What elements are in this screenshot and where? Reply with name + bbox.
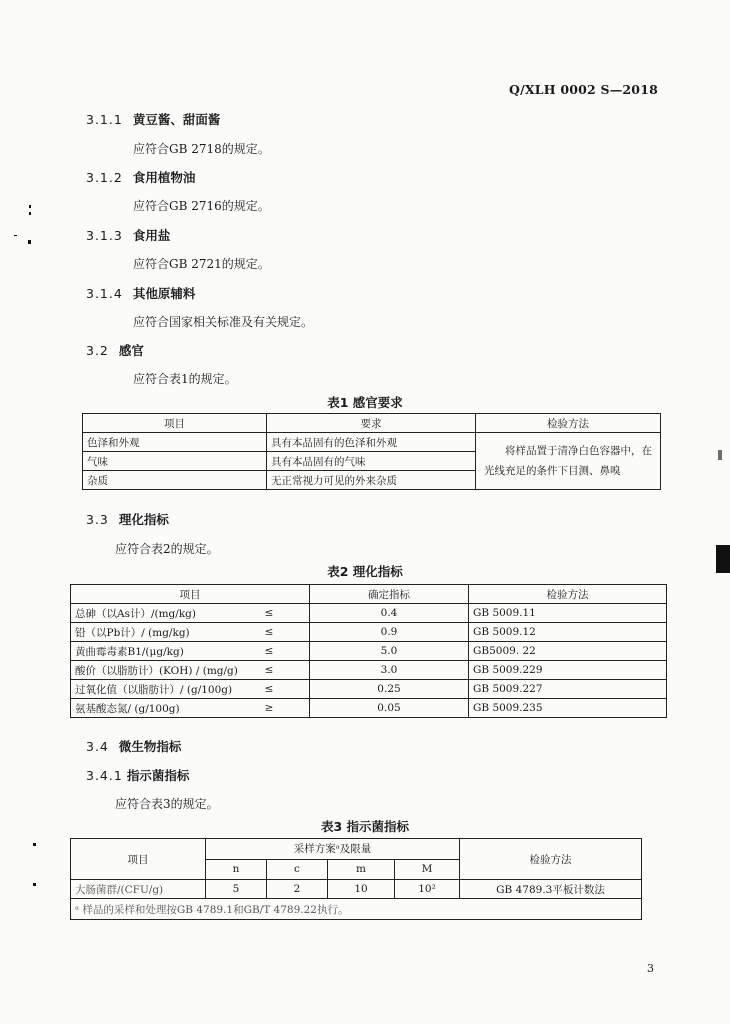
table1-method: 将样品置于清净白色容器中，在光线充足的条件下目测、鼻嗅 [476,433,661,490]
table3-item: 大肠菌群/(CFU/g) [71,880,206,899]
scan-mark [29,212,31,215]
table2-op: ≤ [261,661,310,680]
table3-footnote: ᵃ 样品的采样和处理按GB 4789.1和GB/T 4789.22执行。 [71,899,642,920]
section-heading: 3.3 理化指标 [86,512,169,527]
table2-item: 铅（以Pb计）/ (mg/kg) [71,623,261,642]
table2-value: 0.9 [310,623,469,642]
table1-cell: 杂质 [83,471,267,490]
table3-method: GB 4789.3平板计数法 [460,880,642,899]
section-heading: 3.1.4 其他原辅料 [86,286,196,301]
scan-mark [33,843,36,846]
table3-sub-M: M [395,859,460,880]
section-heading: 3.1.2 食用植物油 [86,170,196,185]
physicochemical-table [70,584,667,718]
table2-op: ≤ [261,604,310,623]
sensory-table [82,413,661,490]
table2-value: 0.25 [310,680,469,699]
table3-sub-n: n [206,859,267,880]
section-heading: 3.1.1 黄豆酱、甜面酱 [86,112,221,127]
table2-op: ≤ [261,642,310,661]
section-heading: 3.1.3 食用盐 [86,228,171,243]
table-row [71,604,667,623]
table3-n: 5 [206,880,267,899]
table2-method: GB 5009.229 [469,661,667,680]
table-row [71,880,642,899]
table2-op: ≥ [261,699,310,718]
table2-value: 3.0 [310,661,469,680]
table3-m: 10 [328,880,395,899]
section-heading: 3.4 微生物指标 [86,739,182,754]
table3-caption: 表3 指示菌指标 [320,819,410,834]
table2-method: GB5009. 22 [469,642,667,661]
table2-value: 0.05 [310,699,469,718]
table3-M: 10² [395,880,460,899]
table2-op: ≤ [261,680,310,699]
table2-item: 过氧化值（以脂肪计）/ (g/100g) [71,680,261,699]
table3-header-item: 项目 [71,839,206,880]
scan-mark [716,545,730,573]
section-text: 应符合表2的规定。 [115,542,219,556]
table-row [71,623,667,642]
table2-method: GB 5009.11 [469,604,667,623]
scan-mark [29,205,31,208]
table2-method: GB 5009.227 [469,680,667,699]
table2-item: 氨基酸态氮/ (g/100g) [71,699,261,718]
table-row [71,680,667,699]
scan-mark [14,235,17,236]
table2-method: GB 5009.235 [469,699,667,718]
table2-caption: 表2 理化指标 [327,564,403,579]
section-heading: 3.2 感官 [86,343,144,358]
table1-header-requirement: 要求 [267,414,476,433]
table1-header-item: 项目 [83,414,267,433]
table2-header-item: 项目 [71,585,310,604]
table1-header-method: 检验方法 [476,414,661,433]
section-text: 应符合GB 2716的规定。 [133,199,270,213]
page-number: 3 [647,962,654,975]
section-text: 应符合表1的规定。 [133,372,237,386]
table2-item: 总砷（以As计）/(mg/kg) [71,604,261,623]
scan-mark [28,240,31,244]
table3-c: 2 [267,880,328,899]
section-heading: 3.4.1 指示菌指标 [86,768,190,783]
table1-cell: 无正常视力可见的外来杂质 [267,471,476,490]
table2-item: 酸价（以脂肪计）(KOH) / (mg/g) [71,661,261,680]
scan-mark [718,450,722,460]
table3-header-plan: 采样方案ᵃ及限量 [206,839,460,860]
table3-header-method: 检验方法 [460,839,642,880]
table2-method: GB 5009.12 [469,623,667,642]
table1-cell: 具有本品固有的色泽和外观 [267,433,476,452]
table1-cell: 色泽和外观 [83,433,267,452]
table1-cell: 具有本品固有的气味 [267,452,476,471]
table2-item: 黄曲霉毒素B1/(μg/kg) [71,642,261,661]
indicator-bacteria-table [70,838,642,920]
table3-sub-m: m [328,859,395,880]
table1-cell: 气味 [83,452,267,471]
table1-caption: 表1 感官要求 [327,395,403,410]
table3-sub-c: c [267,859,328,880]
standard-code: Q/XLH 0002 S—2018 [509,82,658,97]
section-text: 应符合GB 2718的规定。 [133,142,270,156]
scan-mark [33,883,36,886]
section-text: 应符合GB 2721的规定。 [133,257,270,271]
table2-value: 5.0 [310,642,469,661]
section-text: 应符合表3的规定。 [115,797,219,811]
table-row [71,699,667,718]
table2-op: ≤ [261,623,310,642]
table2-header-value: 确定指标 [310,585,469,604]
table-row [71,642,667,661]
table2-header-method: 检验方法 [469,585,667,604]
section-text: 应符合国家相关标准及有关规定。 [133,315,314,329]
table-row [71,661,667,680]
table2-value: 0.4 [310,604,469,623]
